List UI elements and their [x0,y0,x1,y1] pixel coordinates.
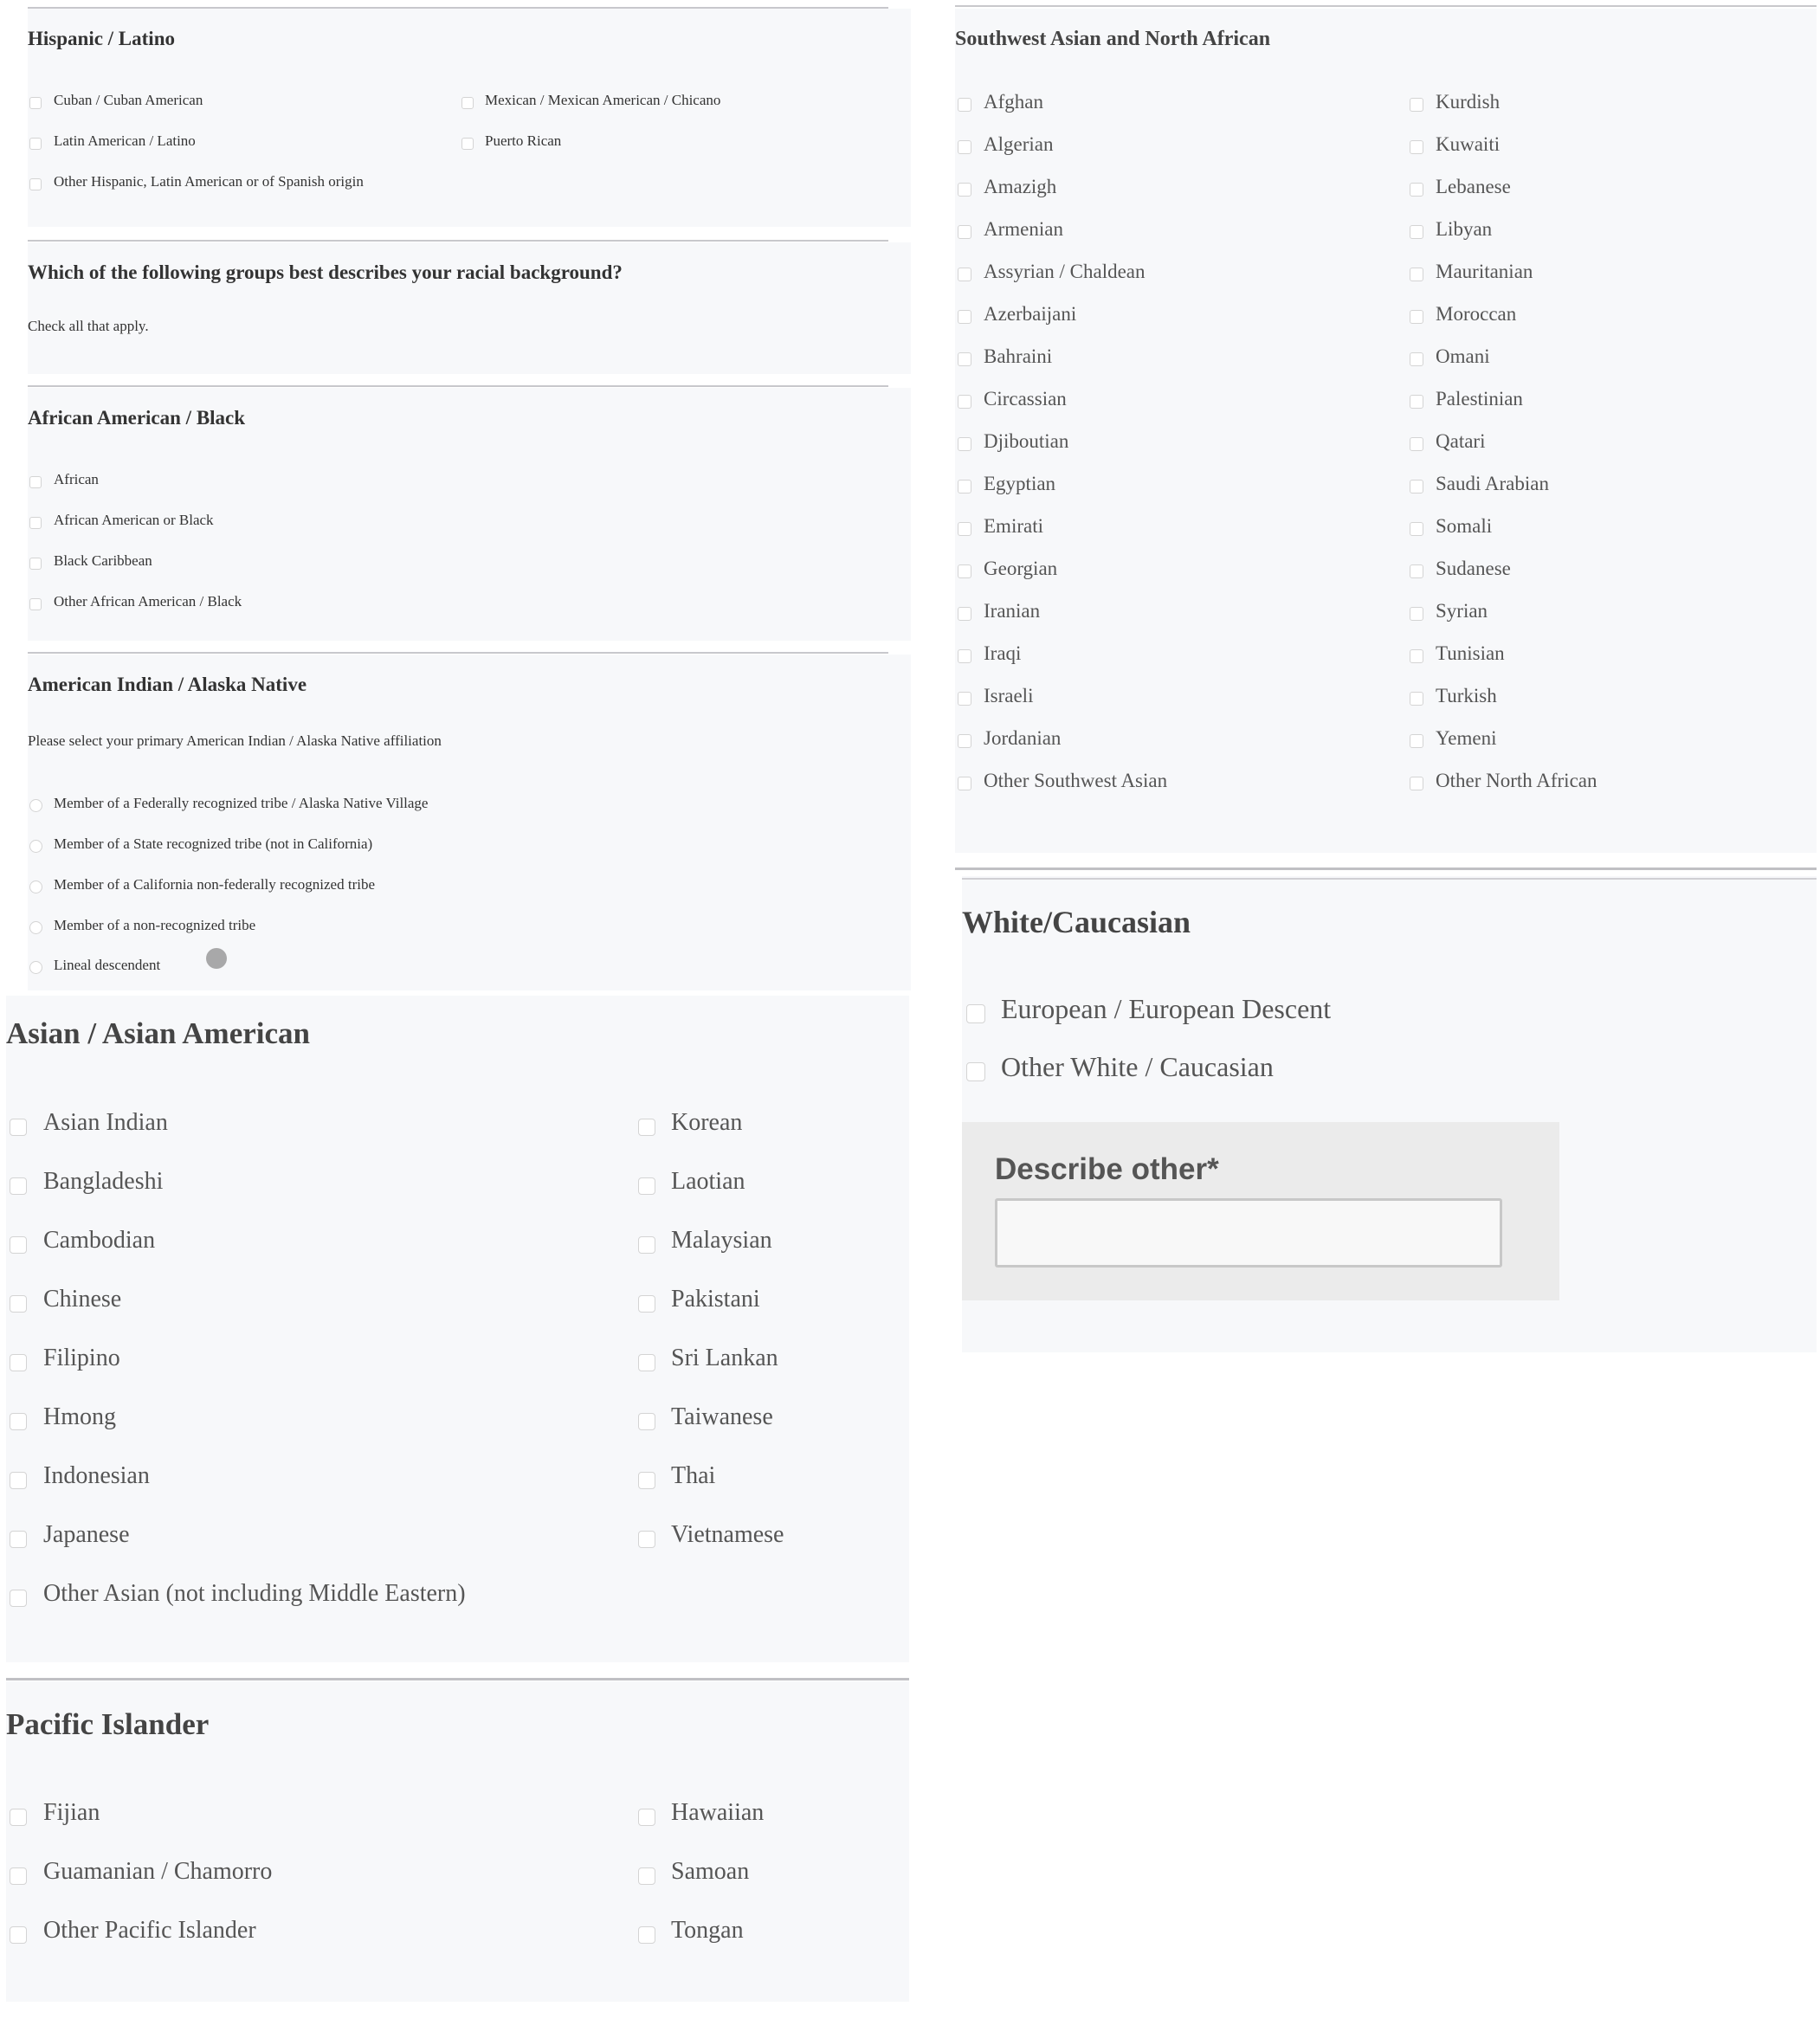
option-label: Egyptian [984,473,1056,494]
option-label: Taiwanese [671,1403,773,1430]
option-label: Armenian [984,218,1063,240]
option-label: Latin American / Latino [54,132,196,149]
native-section [28,655,911,990]
option-label: Korean [671,1109,743,1136]
checkbox[interactable] [638,1809,655,1826]
checkbox[interactable] [29,476,42,488]
option-label: Emirati [984,515,1043,537]
checkbox[interactable] [1410,649,1423,663]
option-label: Hmong [43,1403,116,1430]
radio-button[interactable] [29,840,42,853]
option-label: Black Caribbean [54,552,152,569]
option-label: Hawaiian [671,1799,765,1826]
checkbox[interactable] [29,598,42,610]
checkbox[interactable] [638,1236,655,1254]
checkbox[interactable] [1410,268,1423,281]
checkbox[interactable] [958,734,971,748]
option-label: Laotian [671,1168,745,1195]
option-label: Other Hispanic, Latin American or of Spanish origin [54,173,364,190]
describe-other-input[interactable] [995,1198,1502,1268]
checkbox[interactable] [958,310,971,324]
option-label: Turkish [1436,685,1497,706]
checkbox[interactable] [1410,140,1423,154]
describe-other-label: Describe other* [995,1152,1219,1186]
option-label: Saudi Arabian [1436,473,1549,494]
checkbox[interactable] [29,138,42,150]
option-label: Mexican / Mexican American / Chicano [485,92,721,108]
checkbox[interactable] [461,97,474,109]
radio-button[interactable] [29,799,42,812]
option-label: Other Southwest Asian [984,770,1168,791]
checkbox[interactable] [966,1062,985,1081]
mouse-cursor-icon [206,948,227,969]
option-label: Georgian [984,558,1058,579]
option-label: Somali [1436,515,1493,537]
checkbox[interactable] [1410,734,1423,748]
checkbox[interactable] [10,1926,27,1944]
section-divider [28,385,888,387]
checkbox[interactable] [10,1119,27,1136]
checkbox[interactable] [958,692,971,706]
option-label: Other North African [1436,770,1597,791]
option-label: Kurdish [1436,91,1501,113]
checkbox[interactable] [958,225,971,239]
checkbox[interactable] [958,564,971,578]
checkbox[interactable] [1410,607,1423,621]
option-label: Jordanian [984,727,1062,749]
option-label: Cambodian [43,1227,156,1254]
option-label: African [54,471,99,487]
option-label: Yemeni [1436,727,1497,749]
option-label: European / European Descent [1001,993,1332,1024]
section-title: African American / Black [28,407,246,429]
option-label: African American or Black [54,512,214,528]
checkbox[interactable] [1410,564,1423,578]
checkbox[interactable] [10,1867,27,1885]
section-divider [28,652,888,654]
checkbox[interactable] [10,1413,27,1430]
section-title: Pacific Islander [6,1707,210,1741]
checkbox[interactable] [1410,437,1423,451]
option-label: Samoan [671,1858,750,1885]
checkbox[interactable] [10,1236,27,1254]
checkbox[interactable] [638,1472,655,1489]
checkbox[interactable] [29,517,42,529]
asian-section [6,996,909,1662]
checkbox[interactable] [958,607,971,621]
checkbox[interactable] [29,97,42,109]
checkbox[interactable] [958,437,971,451]
section-title: White/Caucasian [962,905,1191,939]
option-label: Azerbaijani [984,303,1077,325]
checkbox[interactable] [638,1867,655,1885]
option-label: Asian Indian [43,1109,168,1136]
checkbox[interactable] [958,777,971,790]
section-title: Southwest Asian and North African [955,28,1271,50]
checkbox[interactable] [10,1472,27,1489]
radio-button[interactable] [29,880,42,893]
checkbox[interactable] [958,395,971,409]
option-label: Fijian [43,1799,100,1826]
checkbox[interactable] [638,1119,655,1136]
checkbox[interactable] [958,480,971,493]
option-label: Omani [1436,345,1490,367]
checkbox[interactable] [10,1177,27,1195]
section-divider [962,878,1817,880]
section-prompt: Please select your primary American Indian / Alaska Native affiliation [28,732,442,749]
section-title: Asian / Asian American [6,1016,311,1050]
option-label: Thai [671,1462,716,1489]
checkbox[interactable] [958,352,971,366]
checkbox[interactable] [958,649,971,663]
question-title: Which of the following groups best describes your racial background? [28,261,623,283]
option-label: Lebanese [1436,176,1511,197]
option-label: Other Asian (not including Middle Eastern) [43,1580,466,1607]
checkbox[interactable] [958,522,971,536]
checkbox[interactable] [1410,395,1423,409]
option-label: Djiboutian [984,430,1069,452]
option-label: Sri Lankan [671,1345,778,1371]
checkbox[interactable] [958,140,971,154]
checkbox[interactable] [1410,183,1423,197]
option-label: Other White / Caucasian [1001,1051,1274,1082]
option-label: Iranian [984,600,1041,622]
checkbox[interactable] [1410,352,1423,366]
checkbox[interactable] [1410,777,1423,790]
checkbox[interactable] [1410,225,1423,239]
checkbox[interactable] [461,138,474,150]
swana-section [955,9,1817,853]
option-label: Other African American / Black [54,593,242,610]
option-label: Tunisian [1436,642,1505,664]
option-label: Qatari [1436,430,1486,452]
option-label: Circassian [984,388,1067,410]
radio-button[interactable] [29,961,42,974]
checkbox[interactable] [29,558,42,570]
checkbox[interactable] [29,178,42,190]
option-label: Iraqi [984,642,1022,664]
section-divider [955,868,1817,870]
checkbox[interactable] [1410,692,1423,706]
option-label: Cuban / Cuban American [54,92,203,108]
checkbox[interactable] [966,1004,985,1023]
option-label: Bahraini [984,345,1053,367]
option-label: Algerian [984,133,1054,155]
option-label: Palestinian [1436,388,1523,410]
checkbox[interactable] [958,98,971,112]
option-label: Filipino [43,1345,120,1371]
section-divider [28,240,888,242]
checkbox[interactable] [1410,98,1423,112]
option-label: Pakistani [671,1286,760,1313]
option-label: Vietnamese [671,1521,784,1548]
option-label: Libyan [1436,218,1493,240]
checkbox[interactable] [10,1531,27,1548]
option-label: Member of a California non-federally recognized tribe [54,876,376,893]
option-label: Malaysian [671,1227,772,1254]
option-label: Mauritanian [1436,261,1533,282]
checkbox[interactable] [638,1295,655,1313]
section-divider [955,5,1817,7]
option-label: Lineal descendent [54,957,161,973]
question-hint: Check all that apply. [28,318,149,334]
checkbox[interactable] [10,1295,27,1313]
checkbox[interactable] [10,1354,27,1371]
option-label: Bangladeshi [43,1168,164,1195]
option-label: Member of a non-recognized tribe [54,917,256,933]
checkbox[interactable] [638,1354,655,1371]
checkbox[interactable] [638,1926,655,1944]
option-label: Sudanese [1436,558,1511,579]
option-label: Assyrian / Chaldean [984,261,1146,282]
option-label: Kuwaiti [1436,133,1501,155]
section-title: Hispanic / Latino [28,28,175,49]
option-label: Tongan [671,1917,744,1944]
checkbox[interactable] [958,268,971,281]
checkbox[interactable] [1410,310,1423,324]
checkbox[interactable] [10,1590,27,1607]
section-divider [6,1678,909,1680]
checkbox[interactable] [958,183,971,197]
option-label: Member of a State recognized tribe (not in California) [54,835,373,852]
option-label: Guamanian / Chamorro [43,1858,273,1885]
checkbox[interactable] [1410,480,1423,493]
option-label: Chinese [43,1286,122,1313]
checkbox[interactable] [638,1531,655,1548]
section-title: American Indian / Alaska Native [28,674,307,695]
radio-button[interactable] [29,921,42,934]
option-label: Indonesian [43,1462,150,1489]
option-label: Syrian [1436,600,1488,622]
option-label: Japanese [43,1521,130,1548]
checkbox[interactable] [638,1177,655,1195]
option-label: Amazigh [984,176,1057,197]
checkbox[interactable] [638,1413,655,1430]
checkbox[interactable] [10,1809,27,1826]
option-label: Puerto Rican [485,132,562,149]
checkbox[interactable] [1410,522,1423,536]
option-label: Afghan [984,91,1043,113]
option-label: Member of a Federally recognized tribe / Alaska Native Village [54,795,429,811]
option-label: Other Pacific Islander [43,1917,256,1944]
option-label: Moroccan [1436,303,1517,325]
option-label: Israeli [984,685,1034,706]
section-divider [28,7,888,9]
